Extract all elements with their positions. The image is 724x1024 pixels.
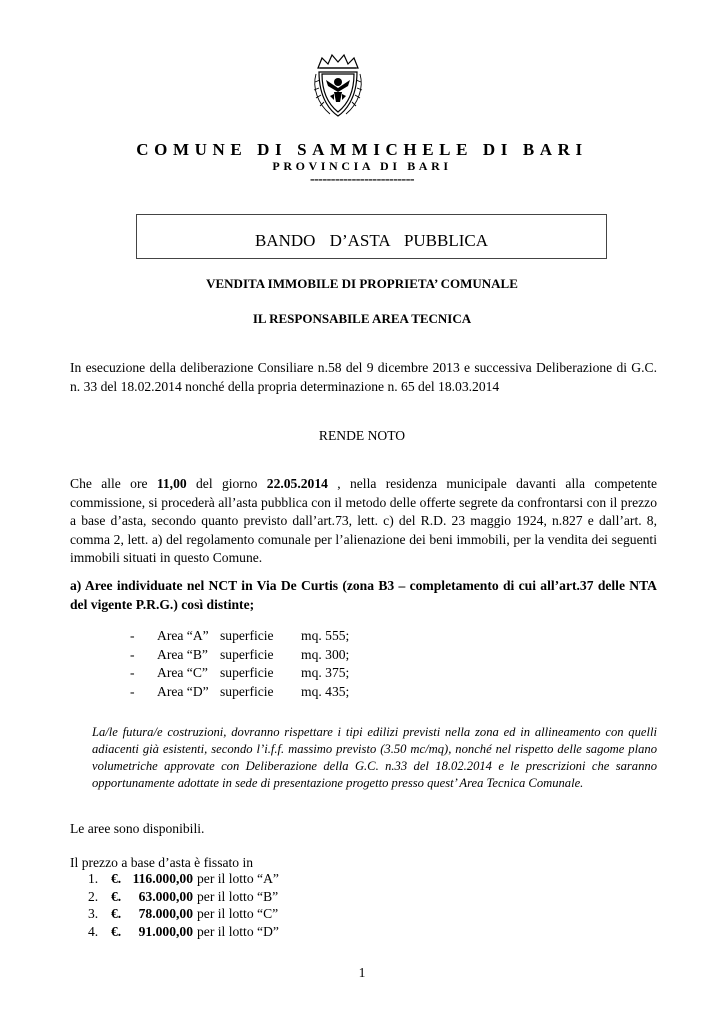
area-label: superficie: [220, 628, 274, 643]
list-item: [130, 664, 430, 683]
list-item: [88, 870, 279, 888]
lot-text: per il lotto “B”: [197, 888, 279, 904]
list-item: [88, 905, 279, 923]
page-number: 1: [358, 965, 366, 980]
auction-text-post: , nella residenza municipale davanti alla competente commissione, si procederà all’asta pubblica con il metodo delle offerte segrete da confrontarsi con il prezzo a base d’asta, secondo quanto previsto dall’art.73, lett. c) del R.D. 23 maggio 1924, n.827 e dall’art. 8, comma 2, lett. a) del regolamento comunale per l’alienazione dei beni immobili, per la vendita dei seguenti immobili situati in questo Comune.: [70, 476, 658, 565]
list-item: [130, 683, 430, 702]
province-name: PROVINCIA DI BARI: [272, 159, 452, 173]
lot-text: per il lotto “C”: [197, 906, 279, 921]
lot-amount: 91.000,00: [138, 923, 193, 939]
list-item: [130, 646, 430, 665]
auction-time: 11,00: [156, 476, 187, 491]
lot-amount: 78.000,00: [138, 906, 193, 921]
areas-list: [130, 627, 430, 701]
area-value: mq. 300;: [301, 646, 350, 662]
area-value: mq. 435;: [301, 683, 350, 699]
lot-number: 4.: [88, 923, 99, 939]
lot-amount: 63.000,00: [138, 888, 193, 904]
lot-currency: €.: [111, 923, 122, 939]
auction-paragraph: [70, 475, 657, 568]
area-label: superficie: [220, 683, 274, 699]
lot-currency: €.: [111, 871, 122, 886]
list-item: [88, 888, 279, 906]
sale-subtitle: VENDITA IMMOBILE DI PROPRIETA’ COMUNALE: [206, 276, 518, 291]
auction-text-mid: del giorno: [186, 476, 267, 491]
area-label: superficie: [220, 646, 274, 662]
area-value: mq. 555;: [301, 628, 350, 643]
lot-currency: €.: [111, 906, 122, 921]
intro-paragraph: In esecuzione della deliberazione Consiliare n.58 del 9 dicembre 2013 e successiva Deliberazione di G.C. n. 33 del 18.02.2014 nonché della propria determinazione n. 65 del 18.03.2014: [70, 360, 657, 394]
header-separator: -------------------------: [309, 172, 415, 187]
area-value: mq. 375;: [301, 665, 350, 680]
lots-list: [88, 870, 279, 940]
document-title: BANDO D’ASTA PUBBLICA: [254, 231, 489, 250]
municipality-name: COMUNE DI SAMMICHELE DI BARI: [136, 140, 588, 159]
lot-number: 1.: [88, 871, 99, 886]
auction-date: 22.05.2014: [266, 476, 328, 491]
area-name: Area “C”: [157, 665, 208, 680]
lot-number: 2.: [88, 888, 99, 904]
lot-amount: 116.000,00: [132, 871, 193, 886]
list-item: [130, 627, 430, 646]
bullet-dash: -: [130, 683, 135, 699]
municipal-crest-icon: [312, 52, 364, 120]
bullet-dash: -: [130, 628, 135, 643]
bullet-dash: -: [130, 665, 135, 680]
lot-text: per il lotto “A”: [197, 871, 279, 886]
responsible-subtitle: IL RESPONSABILE AREA TECNICA: [252, 311, 472, 326]
rende-noto-heading: RENDE NOTO: [318, 428, 406, 443]
area-name: Area “A”: [157, 628, 209, 643]
price-intro: Il prezzo a base d’asta è fissato in: [70, 855, 254, 870]
bullet-dash: -: [130, 646, 135, 662]
areas-heading: a) Aree individuate nel NCT in Via De Curtis (zona B3 – completamento di cui all’art.37 delle NTA del vigente P.R.G.) così distinte;: [70, 578, 657, 612]
area-label: superficie: [220, 665, 274, 680]
lot-text: per il lotto “D”: [197, 923, 279, 939]
area-name: Area “D”: [157, 683, 209, 699]
area-name: Area “B”: [157, 646, 208, 662]
list-item: [88, 923, 279, 941]
lot-currency: €.: [111, 888, 122, 904]
availability-text: Le aree sono disponibili.: [70, 821, 205, 836]
lot-number: 3.: [88, 906, 99, 921]
construction-note: La/le futura/e costruzioni, dovranno rispettare i tipi edilizi previsti nella zona ed in allineamento con quelli adiacenti già esistenti, secondo l’i.f.f. massimo previsto (3.50 mc/mq), nonché nel rispetto delle sagome plano volumetriche approvate con Deliberazione della G.C. n.33 del 18.02.2014 e le prescrizioni che saranno opportunamente adottate in sede di presentazione progetto presso quest’ Area Tecnica Comunale.: [92, 725, 657, 790]
auction-text-pre: Che alle ore: [70, 476, 157, 491]
